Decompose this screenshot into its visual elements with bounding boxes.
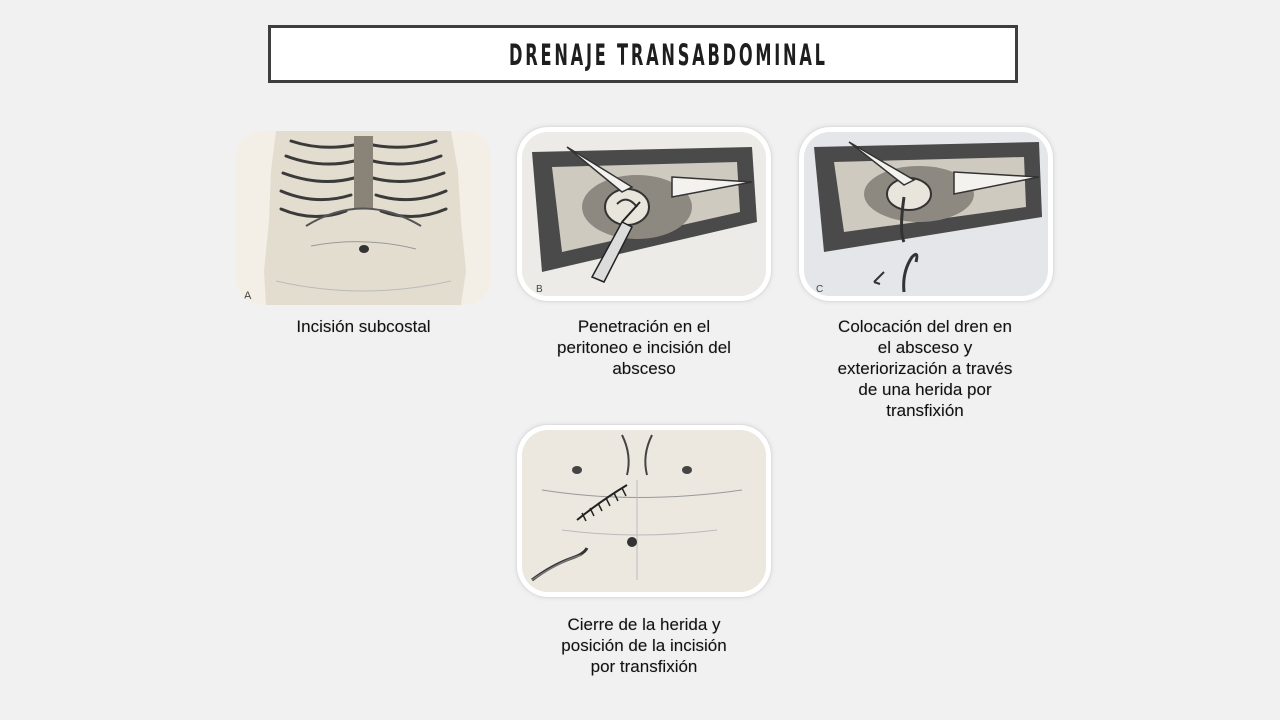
caption-line: de una herida por — [858, 380, 992, 399]
figure-drain-placement — [804, 132, 1048, 296]
caption-line: transfixión — [886, 401, 964, 420]
caption-line: Incisión subcostal — [296, 317, 431, 336]
panel-letter-a: A — [244, 290, 252, 302]
caption-subcostal-incision — [236, 316, 491, 337]
title-box — [268, 25, 1018, 83]
caption-line: posición de la incisión — [561, 636, 727, 655]
caption-line: Penetración en el — [577, 317, 711, 336]
panel-letter-c: C — [816, 284, 824, 295]
caption-wound-closure — [512, 614, 776, 677]
caption-line: peritoneo e incisión del — [557, 338, 731, 357]
caption-drain-placement — [795, 316, 1055, 421]
slide-title: DRENAJE TRANSABDOMINAL — [509, 38, 828, 72]
caption-line: exteriorización a través — [837, 359, 1013, 378]
drain-placement-illustration — [804, 132, 1048, 296]
torso-ribs-illustration — [236, 131, 491, 305]
caption-line: el absceso y — [877, 338, 973, 357]
figure-peritoneal-penetration — [522, 132, 766, 296]
panel-letter-b: B — [536, 284, 543, 295]
figure-subcostal-incision — [236, 131, 491, 305]
caption-line: Cierre de la herida y — [567, 615, 721, 634]
caption-line: por transfixión — [590, 657, 698, 676]
figure-wound-closure — [522, 430, 766, 592]
caption-peritoneal-penetration — [510, 316, 778, 379]
caption-line: Colocación del dren en — [838, 317, 1012, 336]
wound-closure-illustration — [522, 430, 766, 592]
abscess-incision-illustration — [522, 132, 766, 296]
caption-line: absceso — [612, 359, 676, 378]
